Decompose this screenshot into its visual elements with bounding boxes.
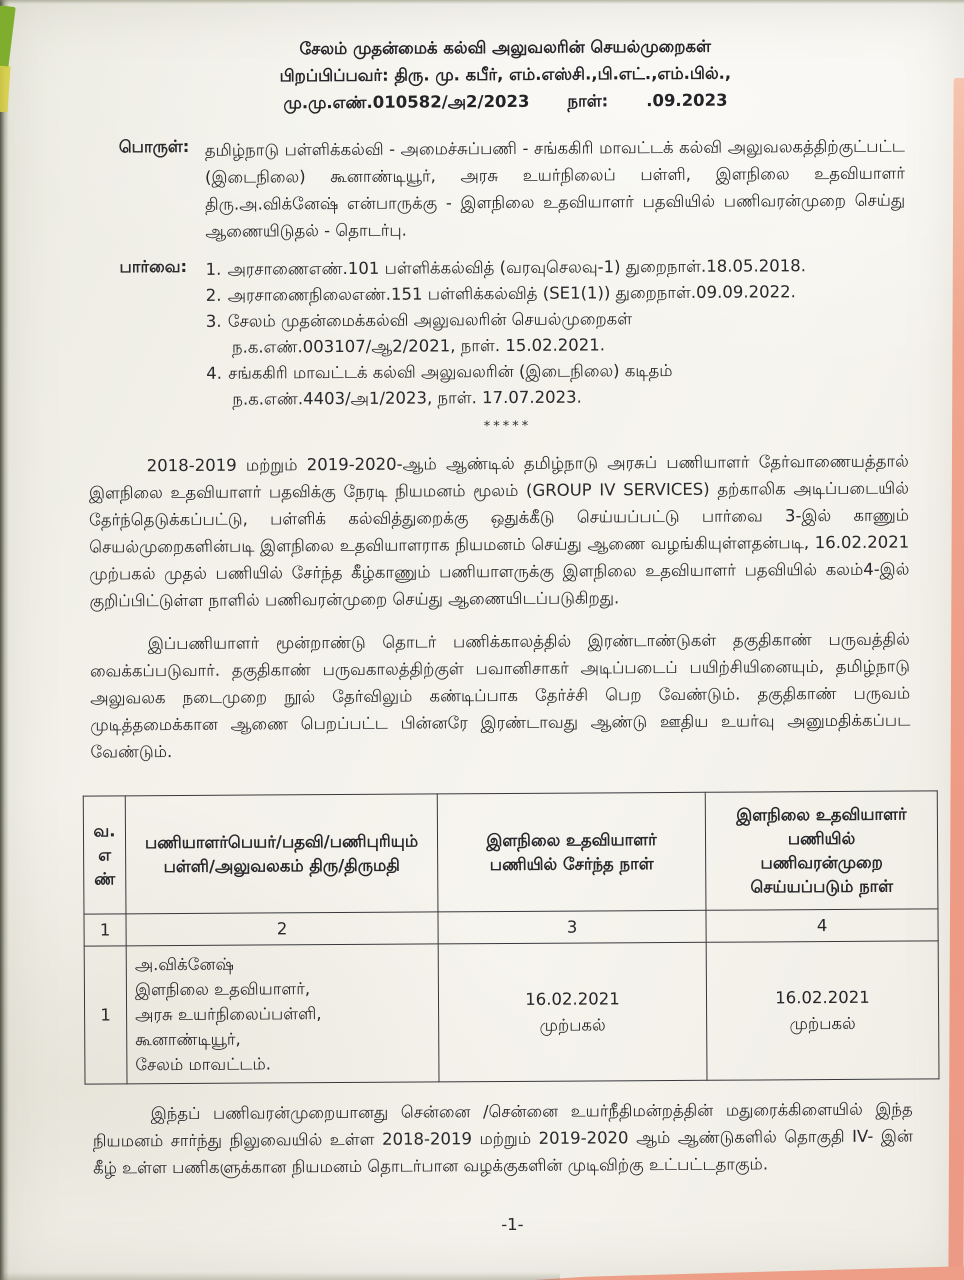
scan-corner-green-mark — [0, 5, 16, 68]
reference-item-number: 4. — [206, 363, 222, 383]
reference-item — [206, 305, 807, 361]
table-header-employee: பணியாளர்பெயர்/பதவி/பணிபுரியும் பள்ளி/அலுவலகம் திரு/திருமதி — [125, 794, 438, 914]
table-column-number-row — [84, 909, 938, 946]
body-paragraph-2: இப்பணியாளர் மூன்றாண்டு தொடர் பணிக்காலத்தில் இரண்டாண்டுகள் தகுதிகாண் பருவத்தில் வைக்கப்படுவார். தகுதிகாண் பருவகாலத்திற்குள் பவானிசாகர் அடிப்படைப் பயிற்சியினையும், தமிழ்நாடு அலுவலக நடைமுறை நூல் தேர்விலும் கண்டிப்பாக தேர்ச்சி பெற வேண்டும். தகுதிகாண் பருவம் முடித்தமைக்கான ஆணை பெறப்பட்ட பின்னரே இரண்டாவது ஆண்டு ஊதிய உயர்வு அனுமதிக்கப்பட வேண்டும். — [89, 629, 911, 762]
table-colnum-4: 4 — [706, 909, 938, 942]
regularisation-table — [83, 790, 940, 1084]
references-label: பார்வை: — [119, 256, 188, 277]
scan-edge-right-pink-strip — [948, 78, 964, 1280]
table-colnum-1: 1 — [84, 914, 126, 946]
body-paragraph-1: 2018-2019 மற்றும் 2019-2020-ஆம் ஆண்டில் தமிழ்நாடு அரசுப் பணியாளர் தேர்வாணையத்தால் இளநிலை உதவியாளர் பதவிக்கு நேரடி நியமனம் மூலம் (GROUP IV SERVICES) தற்காலிக அடிப்படையில் தேர்ந்தெடுக்கப்பட்டு, பள்ளிக் கல்வித்துறைக்கு ஒதுக்கீடு செய்யப்பட்டு பார்வை 3-இல் காணும் செயல்முறைகளின்படி இளநிலை உதவியாளராக நியமனம் செய்து ஆணை வழங்கியுள்ளதன்படி, 16.02.2021 முற்பகல் முதல் பணியில் சேர்ந்த கீழ்காணும் பணியாளருக்கு இளநிலை உதவியாளர் பதவியில் கலம்4-இல் குறிப்பிட்டுள்ள நாளில் பணிவரன்முறை செய்து ஆணையிடப்படுகிறது. — [88, 451, 910, 611]
header-ref-number: மு.மு.எண்.010582/அ2/2023 — [283, 91, 530, 113]
subject-text: தமிழ்நாடு பள்ளிக்கல்வி - அமைச்சுப்பணி - சங்ககிரி மாவட்டக் கல்வி அலுவலகத்திற்குட்பட்ட (இடைநிலை) கூனாண்டியூர், அரசு உயர்நிலைப் பள்ளி, இளநிலை உதவியாளர் திரு.அ.விக்னேஷ் என்பாருக்கு - இளநிலை உதவியாளர் பதவியில் பணிவரன்முறை செய்து ஆணையிடுதல் - தொடர்பு. — [204, 136, 906, 241]
header-ref-row — [78, 85, 932, 117]
reference-item-number: 1. — [205, 259, 222, 279]
header-title: சேலம் முதன்மைக் கல்வி அலுவலரின் செயல்முறைகள் — [299, 36, 711, 59]
table-header-row — [83, 791, 938, 914]
reference-item — [206, 279, 807, 309]
reference-list — [205, 253, 806, 413]
document-page — [78, 13, 939, 1236]
scan-corner-yellow-mark — [0, 66, 11, 113]
closing-paragraph: இந்தப் பணிவரன்முறையானது சென்னை /சென்னை உயர்நீதிமன்றத்தின் மதுரைக்கிளையில் இந்த நியமனம் சார்ந்து நிலுவையில் உள்ள 2018-2019 மற்றும் 2019-2020 ஆம் ஆண்டுகளில் தொகுதி IV- இன் கீழ் உள்ள பணிகளுக்கான நியமனம் தொடர்பான வழக்குகளின் முடிவிற்கு உட்பட்டதாகும். — [92, 1099, 913, 1178]
page-number: -1- — [501, 1214, 524, 1235]
cell-sno: 1 — [84, 946, 127, 1084]
references-section — [79, 252, 934, 413]
reference-item-text: அரசாணைஎண்.101 பள்ளிக்கல்வித் (வரவுசெலவு-1) துறைநாள்.18.05.2018. — [227, 256, 807, 279]
reference-item-text: சேலம் முதன்மைக்கல்வி அலுவலரின் செயல்முறைகள் — [227, 309, 633, 331]
document-header — [78, 31, 932, 117]
scan-edge-left-shadow — [0, 0, 9, 1280]
separator-stars: ***** — [483, 418, 532, 435]
scan-edge-top-shadow — [0, 0, 964, 4]
reference-item-text-line2: ந.க.எண்.4403/அ1/2023, நாள். 17.07.2023. — [232, 387, 582, 409]
reference-item — [206, 357, 807, 413]
reference-item-text: அரசாணைநிலைஎண்.151 பள்ளிக்கல்வித் (SE1(1)) துறைநாள்.09.09.2022. — [227, 282, 796, 305]
reference-item-text: சங்ககிரி மாவட்டக் கல்வி அலுவலரின் (இடைநிலை) கடிதம் — [228, 360, 673, 383]
header-date-value: .09.2023 — [646, 90, 728, 111]
reference-item-number: 2. — [205, 285, 222, 305]
subject-section — [79, 132, 934, 245]
table-header-sno: வ. எ ண் — [83, 796, 126, 914]
header-issued-by: பிறப்பிப்பவர்: திரு. மு. கபீர், எம்.எஸ்சி.,பி.எட்.,எம்.பில்., — [279, 63, 732, 86]
header-date-label: நாள்: — [567, 91, 609, 111]
reference-item — [205, 253, 806, 283]
table-colnum-2: 2 — [126, 912, 438, 946]
table-row — [84, 941, 939, 1084]
cell-employee: அ.விக்னேஷ் இளநிலை உதவியாளர், அரசு உயர்நிலைப்பள்ளி, கூனாண்டியூர், சேலம் மாவட்டம். — [126, 944, 439, 1084]
reference-item-text-line2: ந.க.எண்.003107/ஆ2/2021, நாள். 15.02.2021. — [231, 335, 606, 357]
table-header-joined-date: இளநிலை உதவியாளர் பணியில் சேர்ந்த நாள் — [437, 792, 706, 912]
reference-item-number: 3. — [205, 311, 222, 331]
scan-edge-bottom-pink-strip — [534, 1265, 964, 1280]
table-header-regularised-date: இளநிலை உதவியாளர் பணியில் பணிவரன்முறை செய்யப்படும் நாள் — [705, 791, 938, 910]
cell-date-joined: 16.02.2021 முற்பகல் — [438, 942, 707, 1082]
table-colnum-3: 3 — [438, 910, 706, 944]
subject-label: பொருள்: — [118, 136, 190, 157]
cell-date-regularised: 16.02.2021 முற்பகல் — [706, 941, 939, 1080]
scan-edge-bottom-shadow — [0, 1272, 560, 1280]
